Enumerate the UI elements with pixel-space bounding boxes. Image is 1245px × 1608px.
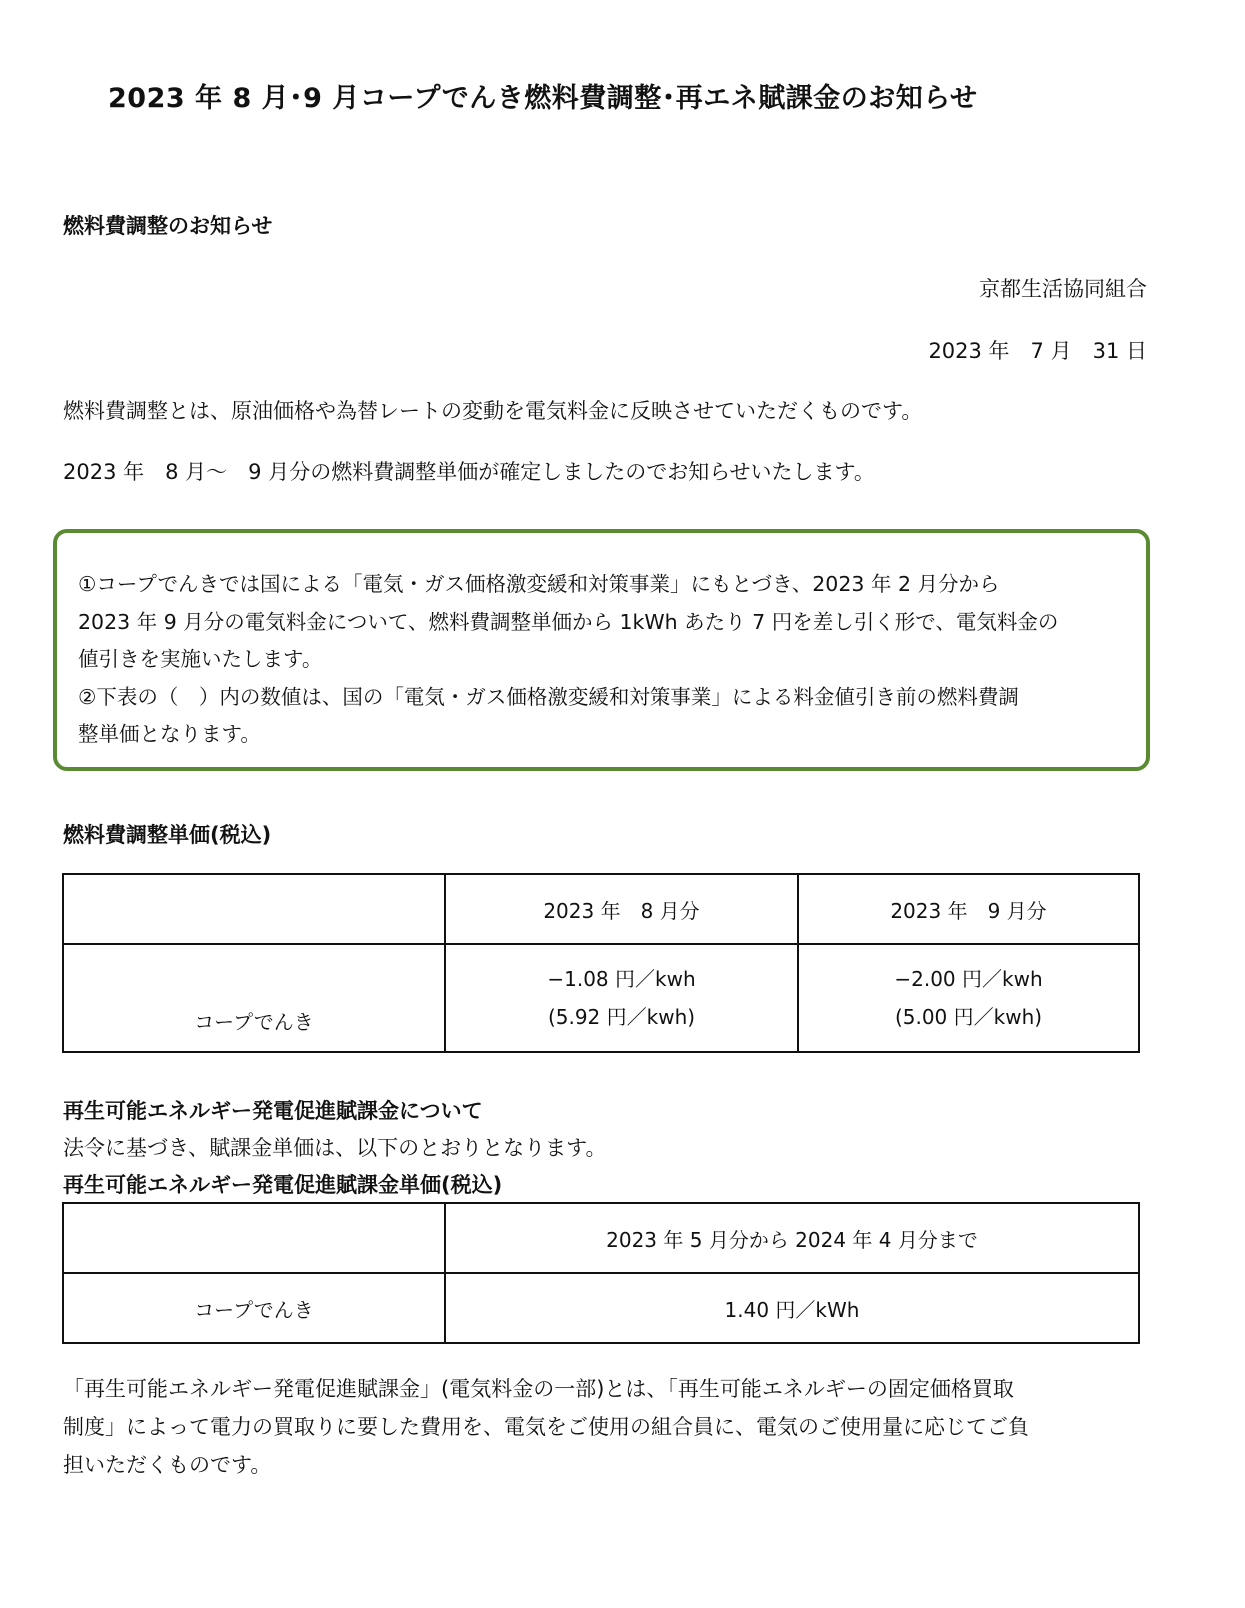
notice-date: 2023 年 7 月 31 日: [928, 339, 1147, 363]
table-header-period: 2023 年 5 月分から 2024 年 4 月分まで: [445, 1203, 1139, 1273]
organization-name: 京都生活協同組合: [979, 277, 1147, 301]
aug-unit-price-cell: [445, 944, 798, 1052]
sep-unit-price-cell: [798, 944, 1139, 1052]
renewable-table-caption: 再生可能エネルギー発電促進賦課金単価(税込): [63, 1173, 503, 1197]
surcharge-explanation-line: 「再生可能エネルギー発電促進賦課金」(電気料金の一部)とは、「再生可能エネルギーの固定価格買取: [63, 1377, 1014, 1401]
notice-line: ②下表の（ ）内の数値は、国の「電気・ガス価格激変緩和対策事業」による料金値引き前の燃料費調: [78, 685, 1019, 709]
table-header-aug: 2023 年 8 月分: [445, 874, 798, 944]
document-title: 2023 年 8 月･9 月コープでんき燃料費調整･再エネ賦課金のお知らせ: [108, 83, 978, 114]
table-row: [63, 944, 1139, 1052]
table-header-row: [63, 1203, 1139, 1273]
table-header-row: [63, 874, 1139, 944]
row-label: コープでんき: [63, 944, 445, 1052]
aug-unit-price: −1.08 円／kwh: [547, 967, 696, 991]
sep-unit-price: −2.00 円／kwh: [894, 967, 1043, 991]
row-label: コープでんき: [63, 1273, 445, 1343]
fuel-intro-paragraph: 燃料費調整とは、原油価格や為替レートの変動を電気料金に反映させていただくものです。: [63, 399, 923, 423]
sep-unit-price-before-discount: (5.00 円／kwh): [894, 1005, 1043, 1029]
aug-unit-price-before-discount: (5.92 円／kwh): [547, 1005, 696, 1029]
renewable-surcharge-table: [62, 1202, 1140, 1344]
surcharge-explanation-line: 制度」によって電力の買取りに要した費用を、電気をご使用の組合員に、電気のご使用量に応じてご負: [63, 1415, 1029, 1439]
fuel-confirmation-paragraph: 2023 年 8 月～ 9 月分の燃料費調整単価が確定しましたのでお知らせいたします。: [63, 460, 875, 484]
surcharge-unit-price: 1.40 円／kWh: [445, 1273, 1139, 1343]
table-row: [63, 1273, 1139, 1343]
notice-line: 整単価となります。: [78, 722, 261, 746]
fuel-adjustment-heading: 燃料費調整のお知らせ: [63, 214, 273, 238]
notice-line: 2023 年 9 月分の電気料金について、燃料費調整単価から 1kWh あたり 7 円を差し引く形で、電気料金の: [78, 610, 1059, 634]
table-header-sep: 2023 年 9 月分: [798, 874, 1139, 944]
notice-line: ①コープでんきでは国による「電気・ガス価格激変緩和対策事業」にもとづき、2023 年 2 月分から: [78, 572, 1000, 596]
surcharge-explanation-line: 担いただくものです。: [63, 1453, 272, 1477]
renewable-heading: 再生可能エネルギー発電促進賦課金について: [63, 1099, 483, 1123]
table-header-empty: [63, 874, 445, 944]
discount-notice-box: [53, 529, 1150, 771]
table-header-empty: [63, 1203, 445, 1273]
fuel-adjustment-table: [62, 873, 1140, 1053]
fuel-table-caption: 燃料費調整単価(税込): [63, 823, 272, 847]
notice-line: 値引きを実施いたします。: [78, 647, 323, 671]
renewable-body: 法令に基づき、賦課金単価は、以下のとおりとなります。: [63, 1136, 607, 1160]
